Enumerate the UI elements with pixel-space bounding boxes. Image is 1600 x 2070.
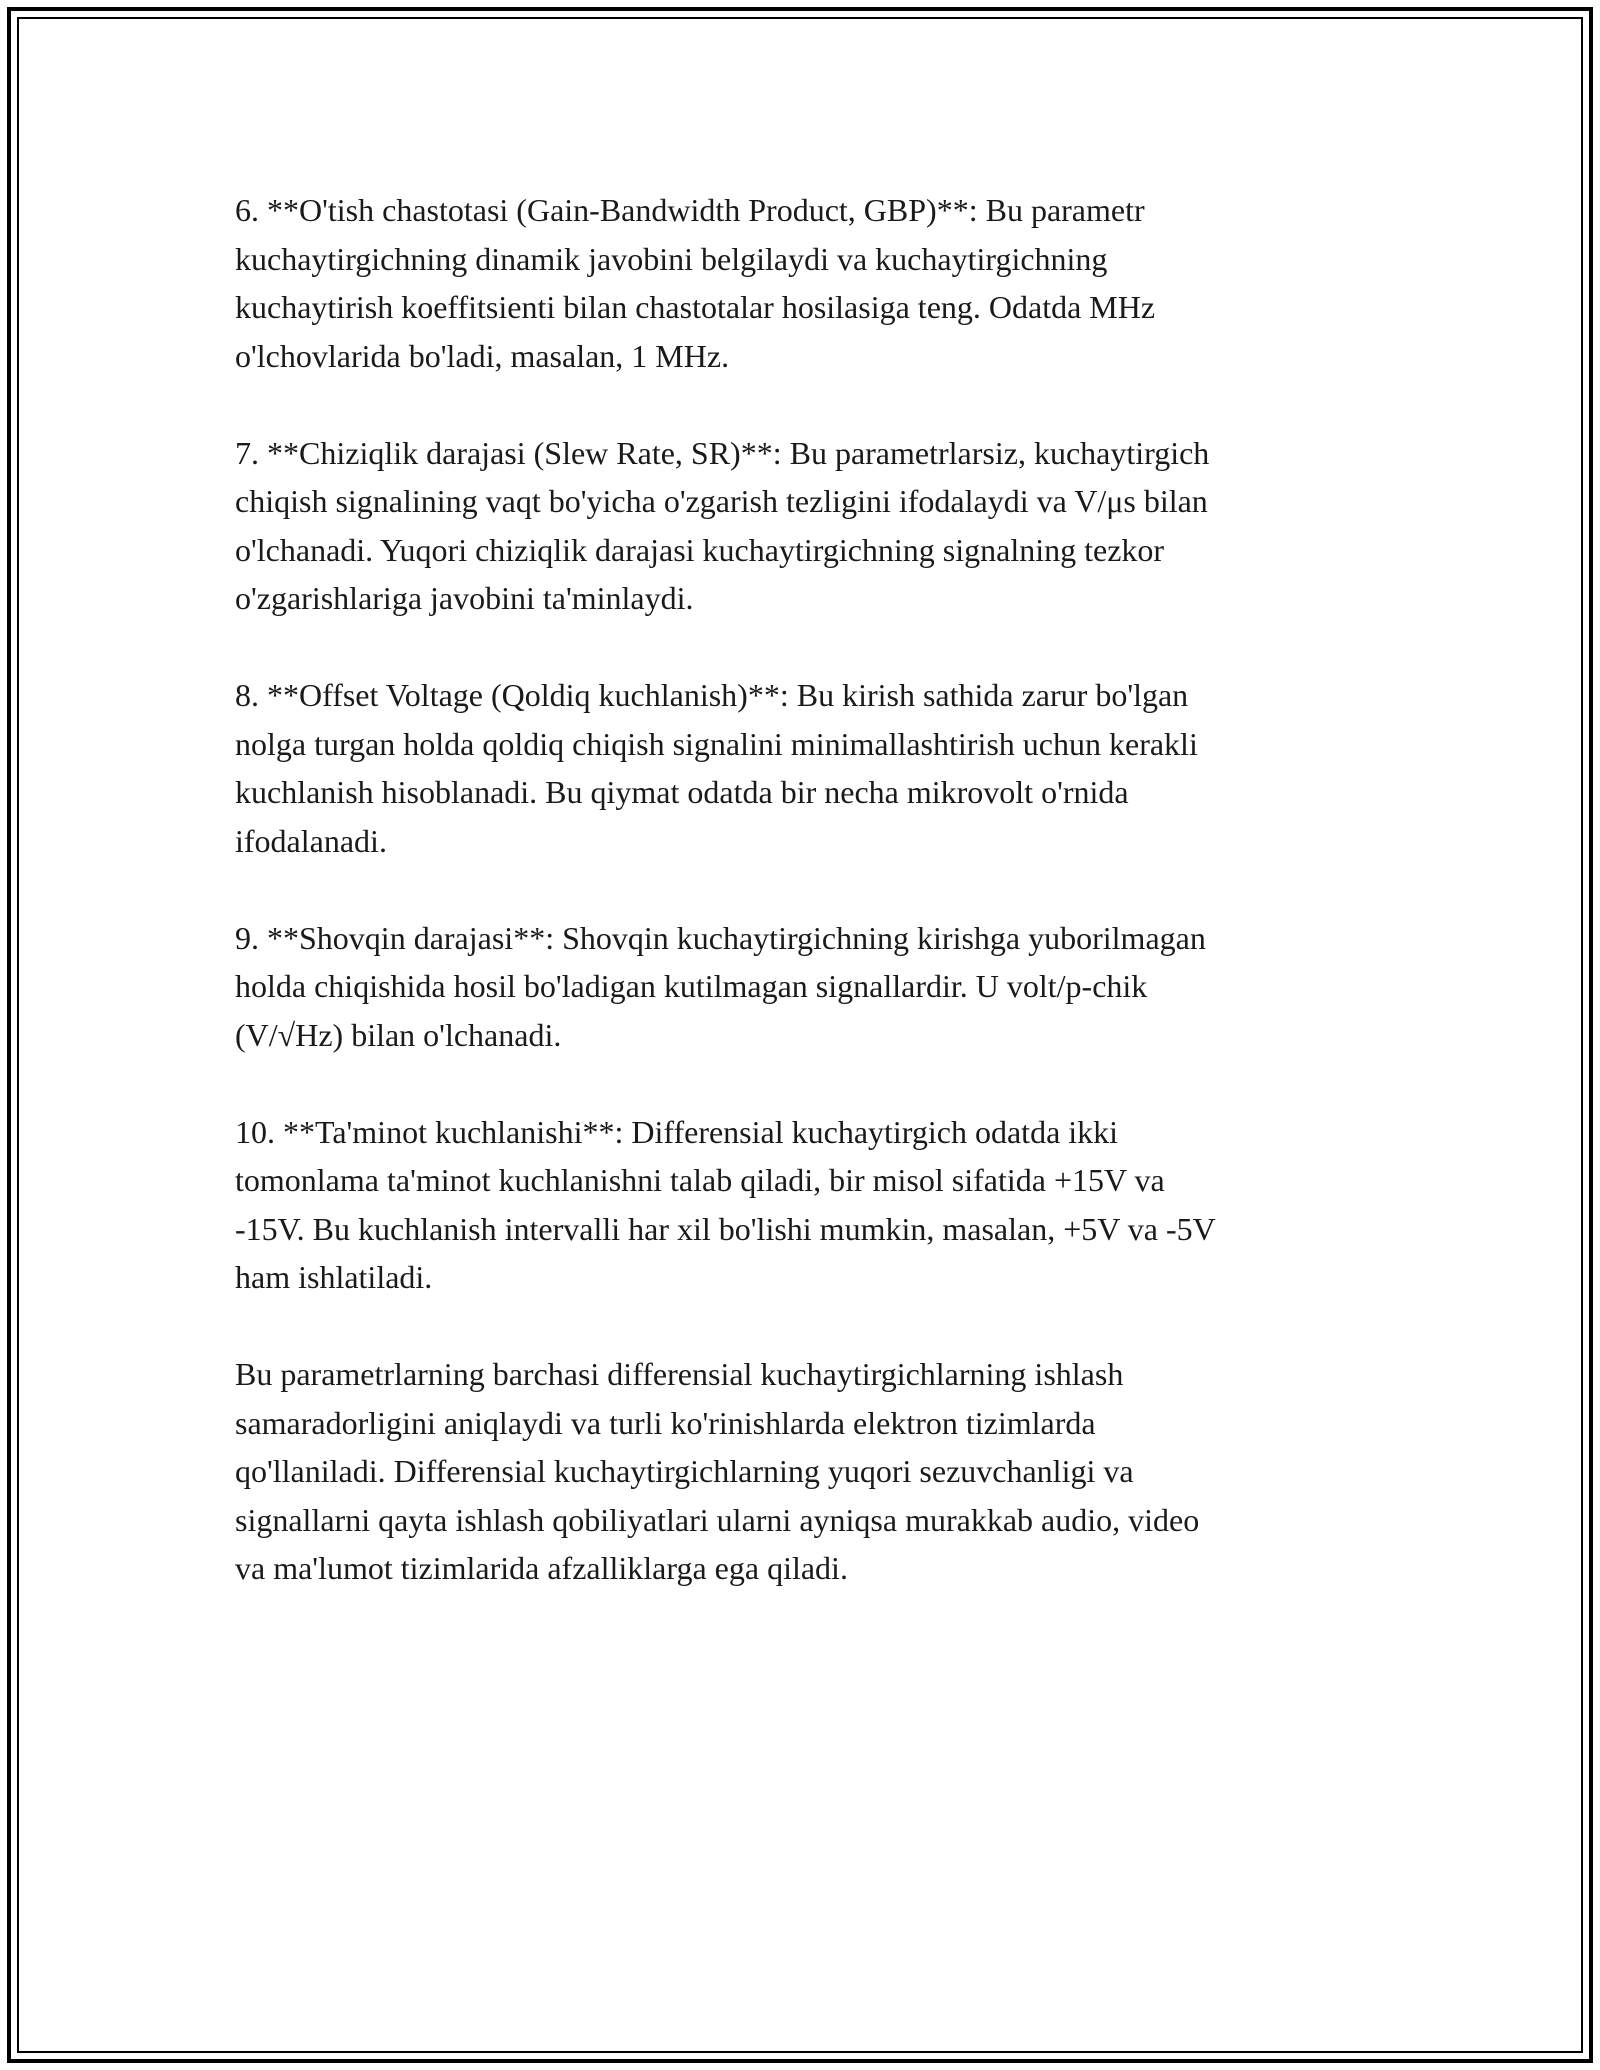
paragraph-noise-level: 9. **Shovqin darajasi**: Shovqin kuchaytirgichning kirishga yuborilmagan holda chiqishida hosil bo'ladigan kutilmagan signallardir. U volt/p-chik (V/√Hz) bilan o'lchanadi. <box>235 919 1206 1053</box>
paragraph-offset-voltage: 8. **Offset Voltage (Qoldiq kuchlanish)**: Bu kirish sathida zarur bo'lgan nolga turgan holda qoldiq chiqish signalini minimallashtirish uchun kerakli kuchlanish hisoblanadi. Bu qiymat odatda bir necha mikrovolt o'rnida ifodalanadi. <box>235 677 1198 859</box>
paragraph-supply-voltage: 10. **Ta'minot kuchlanishi**: Differensial kuchaytirgich odatda ikki tomonlama ta'minot kuchlanishni talab qiladi, bir misol sifatida +15V va -15V. Bu kuchlanish intervalli har xil bo'lishi mumkin, masalan, +5V va -5V ham ishlatiladi. <box>235 1113 1216 1295</box>
paragraph-gbp: 6. **O'tish chastotasi (Gain-Bandwidth Product, GBP)**: Bu parametr kuchaytirgichning dinamik javobini belgilaydi va kuchaytirgichning kuchaytirish koeffitsienti bilan chastotalar hosilasiga teng. Odatda MHz o'lchovlarida bo'ladi, masalan, 1 MHz. <box>235 192 1156 374</box>
paragraph-slew-rate: 7. **Chiziqlik darajasi (Slew Rate, SR)**: Bu parametrlarsiz, kuchaytirgich chiqish signalining vaqt bo'yicha o'zgarish tezligini ifodalaydi va V/μs bilan o'lchanadi. Yuqori chiziqlik darajasi kuchaytirgichning signalning tezkor o'zgarishlariga javobini ta'minlaydi. <box>235 434 1210 616</box>
document-body <box>235 186 1385 1641</box>
paragraph-summary: Bu parametrlarning barchasi differensial kuchaytirgichlarning ishlash samaradorligini aniqlaydi va turli ko'rinishlarda elektron tizimlarda qo'llaniladi. Differensial kuchaytirgichlarning yuqori sezuvchanligi va signallarni qayta ishlash qobiliyatlari ularni ayniqsa murakkab audio, video va ma'lumot tizimlarida afzalliklarga ega qiladi. <box>235 1356 1200 1586</box>
